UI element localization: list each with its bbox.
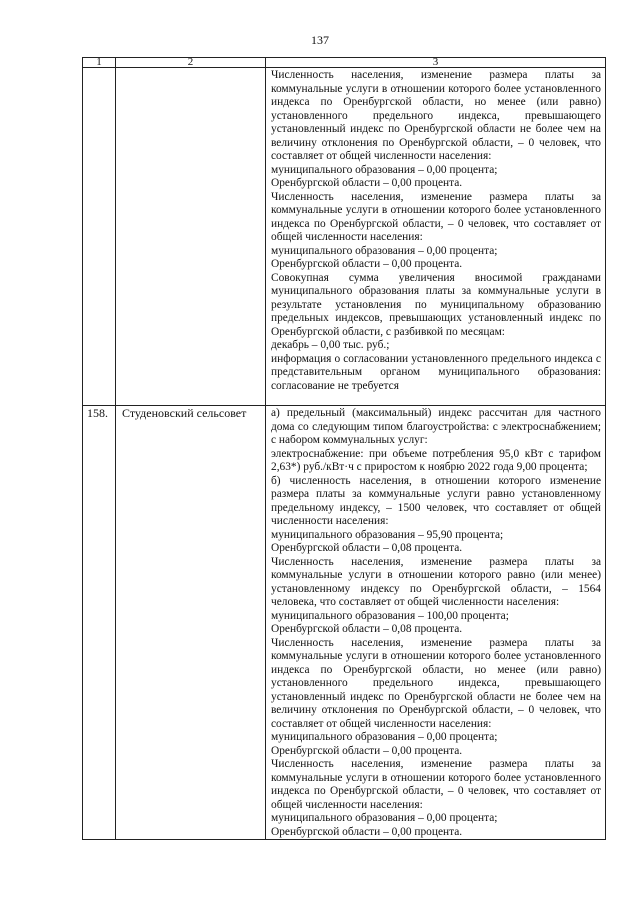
paragraph: информация о согласовании установленного предельного индекса с представительным органом муниципального образования: согласование не требуется [271,352,601,392]
description-cell [266,406,606,840]
column-header-1: 1 [83,58,116,68]
paragraph: Совокупная сумма увеличения вносимой гражданами муниципального образования платы за коммунальные услуги в результате установления по муниципальному образованию предельных индексов, превышающих установленный индекс по Оренбургской области, с разбивкой по месяцам: [271,271,601,338]
paragraph: Численность населения, изменение размера платы за коммунальные услуги в отношении которого более установленного индекса по Оренбургской области, но менее (или равно) установленного предельного индекса, превышающего установленный индекс по Оренбургской области не более чем на величину отклонения по Оренбургской области, – 0 человек, что составляет от общей численности населения: [271,69,601,162]
table-row [83,406,606,840]
paragraph: муниципального образования – 0,00 процента; [271,163,498,176]
paragraph: муниципального образования – 0,00 процента; [271,812,498,824]
paragraph: а) предельный (максимальный) индекс рассчитан для частного дома со следующим типом благоустройства: с электроснабжением; с набором коммунальных услуг: [271,407,601,446]
paragraph: Численность населения, изменение размера платы за коммунальные услуги в отношении которого более установленного индекса по Оренбургской области, – 0 человек, что составляет от общей численности населения: [271,758,601,811]
column-header-3: 3 [266,58,606,68]
page-number: 137 [311,33,329,47]
description-cell [266,68,606,406]
paragraph: муниципального образования – 100,00 процента; [271,609,509,622]
paragraph: муниципального образования – 0,00 процента; [271,244,498,257]
paragraph: б) численность населения, в отношении которого изменение размера платы за коммунальные услуги равно установленному предельному индексу, – 1500 человек, что составляет от общей численности населения: [271,474,601,527]
paragraph: муниципального образования – 0,00 процента; [271,731,498,743]
municipality-name [116,68,266,406]
paragraph: Численность населения, изменение размера платы за коммунальные услуги в отношении которого равно (или менее) установленному индексу по Оренбургской области, – 1564 человека, что составляет от общей численности населения: [271,555,601,608]
paragraph: Численность населения, изменение размера платы за коммунальные услуги в отношении которого более установленного индекса по Оренбургской области, – 0 человек, что составляет от общей численности населения: [271,190,601,243]
paragraph: муниципального образования – 95,90 процента; [271,528,504,541]
paragraph: декабрь – 0,00 тыс. руб.; [271,339,390,351]
paragraph: Оренбургской области – 0,00 процента. [271,825,463,838]
paragraph: Численность населения, изменение размера платы за коммунальные услуги в отношении которого более установленного индекса по Оренбургской области, но менее (или равно) установленного предельного индекса, превышающего установленный индекс по Оренбургской области не более чем на величину отклонения по Оренбургской области, – 0 человек, что составляет от общей численности населения: [271,636,601,730]
row-number: 158. [83,406,116,840]
paragraph: Оренбургской области – 0,08 процента. [271,542,463,554]
row-number [83,68,116,406]
table-header-row [83,58,606,68]
paragraph: Оренбургской области – 0,00 процента. [271,744,463,757]
table-row [83,68,606,406]
paragraph: Оренбургской области – 0,00 процента. [271,258,463,270]
paragraph: электроснабжение: при объеме потребления 95,0 кВт с тарифом 2,63*) руб./кВт·ч с приростом к ноябрю 2022 года 9,00 процента; [271,447,601,473]
column-header-2: 2 [116,58,266,68]
tariff-table [82,57,606,840]
municipality-name: Студеновский сельсовет [116,406,266,840]
paragraph: Оренбургской области – 0,08 процента. [271,623,463,635]
paragraph: Оренбургской области – 0,00 процента. [271,177,463,189]
